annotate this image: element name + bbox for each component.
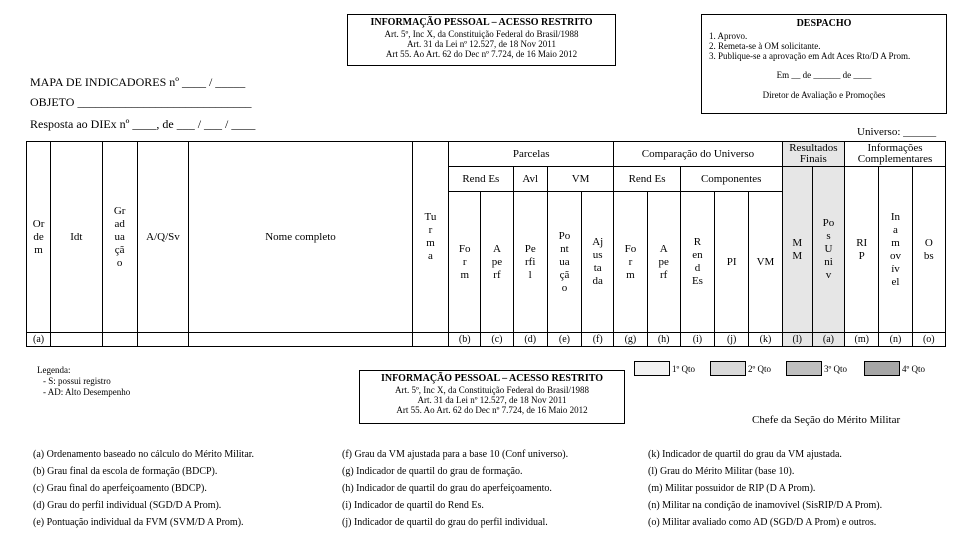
quartile-label: 2º Qto [748,363,772,374]
note: (j) Indicador de quartil do grau do perfil individual. [342,517,548,528]
col-aqsv: A/Q/Sv [137,142,188,333]
letter-cell: (l) [782,333,812,347]
col-obs: Obs [912,167,945,333]
restricted-info-box-bottom [359,370,625,424]
group-resultados: Resultados Finais [782,142,844,167]
note: (i) Indicador de quartil do Rend Es. [342,500,484,511]
letter-cell: (d) [513,333,547,347]
col-pos-univ: Pos Univ [812,167,844,333]
col-mm: MM [782,167,812,333]
note: (o) Militar avaliado como AD (SGD/D A Prom) e outros. [648,517,877,528]
notes-col-1 [33,446,254,531]
col-form-q: Form [614,192,647,333]
col-form: Form [449,192,481,333]
col-perfil: Perfil [513,192,547,333]
legenda-item: - AD: Alto Desempenho [43,387,131,397]
letter-cell: (g) [614,333,647,347]
letter-cell: (a) [27,333,51,347]
restricted-line: Art 55. Ao Art. 62 do Dec nº 7.724, de 16 Maio 2012 [385,49,578,59]
group-info: Informações Complementares [845,142,946,167]
letter-cell: (a) [812,333,844,347]
letter-cell: (h) [647,333,680,347]
col-aperf-q: Aperf [647,192,680,333]
resposta-line[interactable]: Resposta ao DIEx nº ____, de ___ / ___ / ____ [30,117,256,131]
despacho-signer: Diretor de Avaliação e Promoções [762,90,886,100]
restricted-title: INFORMAÇÃO PESSOAL – ACESSO RESTRITO [380,373,604,384]
group-comparacao: Comparação do Universo [614,142,782,167]
quartile-swatch [786,361,822,376]
blank-cell[interactable] [51,333,102,347]
note: (b) Grau final da escola de formação (BDCP). [33,466,218,477]
col-pontuacao: Pontuação [547,192,581,333]
mapa-line[interactable]: MAPA DE INDICADORES nº ____ / _____ [30,75,246,89]
quartile-label: 3º Qto [824,363,848,374]
letter-cell: (m) [845,333,879,347]
col-idt: Idt [51,142,102,333]
note: (f) Grau da VM ajustada para a base 10 (Conf universo). [342,449,569,460]
col-pi-q: PI [715,192,749,333]
despacho-title: DESPACHO [796,18,852,29]
restricted-line: Art. 31 da Lei nº 12.527, de 18 Nov 2011 [407,39,556,49]
col-aperf: Aperf [481,192,513,333]
note: (c) Grau final do aperfeiçoamento (BDCP). [33,483,207,494]
restricted-line: Art 55. Ao Art. 62 do Dec nº 7.724, de 16 Maio 2012 [396,405,588,415]
restricted-line: Art. 5º, Inc X, da Constituição Federal do Brasil/1988 [384,29,579,39]
notes-col-3 [648,446,882,531]
subgroup-rend-es-2: Rend Es [614,167,681,192]
restricted-line: Art. 31 da Lei nº 12.527, de 18 Nov 2011 [417,395,567,405]
note: (a) Ordenamento baseado no cálculo do Mérito Militar. [33,449,255,460]
despacho-item: 3. Publique-se a aprovação em Adt Aces Rto/D A Prom. [709,51,911,61]
col-ajustada: Ajustada [582,192,614,333]
letter-cell: (o) [912,333,945,347]
legenda-title: Legenda: [37,365,71,375]
quartile-legend-4 [864,361,925,376]
quartile-legend-2 [710,361,771,376]
blank-cell[interactable] [189,333,413,347]
col-vm-q: VM [749,192,782,333]
quartile-label: 1º Qto [672,363,696,374]
note: (h) Indicador de quartil do grau do aperfeiçoamento. [342,483,552,494]
quartile-swatch [864,361,900,376]
despacho-date: Em __ de ______ de ____ [776,70,872,80]
universo-line[interactable]: Universo: ______ [857,126,937,138]
blank-cell[interactable] [412,333,448,347]
blank-cell[interactable] [102,333,137,347]
letter-cell: (j) [715,333,749,347]
quartile-legend-3 [786,361,847,376]
chefe-signature: Chefe da Seção do Mérito Militar [752,414,901,426]
letter-cell: (k) [749,333,782,347]
letter-cell: (c) [481,333,513,347]
quartile-swatch [710,361,746,376]
col-turma: Turma [412,142,448,333]
note: (k) Indicador de quartil do grau da VM ajustada. [648,449,842,460]
quartile-swatch [634,361,670,376]
note: (d) Grau do perfil individual (SGD/D A Prom). [33,500,222,511]
quartile-legend-1 [634,361,695,376]
subgroup-vm: VM [547,167,613,192]
subgroup-rend-es: Rend Es [449,167,513,192]
col-ordem: Ordem [27,142,51,333]
despacho-item: 1. Aprovo. [709,31,748,41]
indicators-table [26,141,946,347]
subgroup-componentes: Componentes [680,167,782,192]
note: (g) Indicador de quartil do grau de formação. [342,466,523,477]
col-rip: RIP [845,167,879,333]
subgroup-avl: Avl [513,167,547,192]
letter-cell: (e) [547,333,581,347]
letter-cell: (b) [449,333,481,347]
letter-cell: (f) [582,333,614,347]
quartile-label: 4º Qto [902,363,926,374]
restricted-info-box-top [347,14,616,66]
notes-col-2 [342,446,568,531]
col-graduacao: Graduação [102,142,137,333]
col-rend-es-q: Rend Es [680,192,714,333]
restricted-title: INFORMAÇÃO PESSOAL – ACESSO RESTRITO [370,17,593,28]
note: (l) Grau do Mérito Militar (base 10). [648,466,795,477]
letter-cell: (i) [680,333,714,347]
group-parcelas: Parcelas [449,142,614,167]
blank-cell[interactable] [137,333,188,347]
col-nome: Nome completo [189,142,413,333]
legenda-item: - S: possui registro [43,376,111,386]
despacho-box [701,14,947,114]
note: (n) Militar na condição de inamovível (SisRIP/D A Prom). [648,500,883,511]
despacho-item: 2. Remeta-se à OM solicitante. [709,41,821,51]
col-inamovivel: Inamovível [879,167,912,333]
note: (m) Militar possuidor de RIP (D A Prom). [648,483,816,494]
note: (e) Pontuação individual da FVM (SVM/D A Prom). [33,517,244,528]
restricted-line: Art. 5º, Inc X, da Constituição Federal do Brasil/1988 [394,385,589,395]
legenda [37,365,130,398]
objeto-line[interactable]: OBJETO _____________________________ [30,95,252,109]
letter-cell: (n) [879,333,912,347]
